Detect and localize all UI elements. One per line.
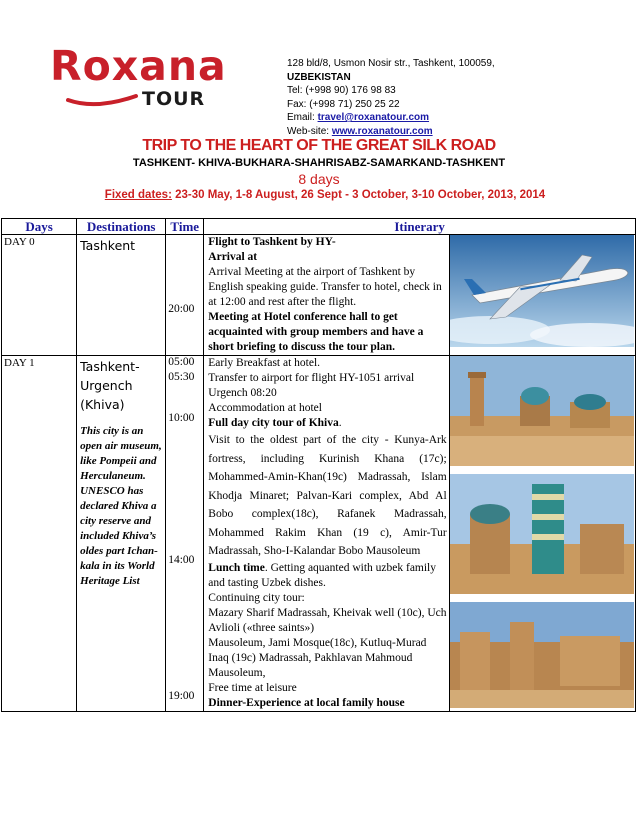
email-label: Email: — [287, 112, 318, 123]
khiva-photos — [450, 356, 634, 708]
itinerary-line: Meeting at Hotel conference hall to get acquainted with group members and have a short briefing to discuss the tour plan. — [208, 311, 424, 353]
khiva-walls-image — [450, 602, 634, 708]
contact-tel: Tel: (+998 90) 176 98 83 — [287, 85, 396, 96]
itinerary-bold: Lunch time — [208, 561, 265, 574]
time-value: 10:00 — [168, 412, 195, 424]
itinerary-line: Transfer to airport for flight HY-1051 arrival Urgench 08:20 — [208, 372, 415, 399]
trip-route: TASHKENT- KHIVA-BUKHARA-SHAHRISABZ-SAMARKAND-TASHKENT — [132, 157, 506, 169]
itinerary-line: Visit to the oldest part of the city - Kunya-Ark fortress, including Kurinish Khana (17c); Mohammed-Amin-Khan(19c) Madrassah, Islam Khodja Minaret; Palvan-Kari complex, Abd Al Bobo complex(18c), Rafanek Madrassah, Mohammed Rakim Khan (19 c), Amir-Tur Madrassah, Sho-I-Kalandar Bobo Mausoleum — [208, 434, 447, 557]
itinerary-text — [204, 235, 448, 355]
itinerary-line: Early Breakfast at hotel. — [208, 357, 321, 369]
table-row — [2, 356, 636, 712]
table-row — [2, 235, 636, 356]
email-link[interactable]: travel@roxanatour.com — [317, 112, 430, 123]
trip-title: TRIP TO THE HEART OF THE GREAT SILK ROAD — [142, 137, 496, 154]
time-cell — [166, 235, 204, 356]
itinerary-line: Flight to Tashkent by HY- — [208, 236, 336, 248]
time-value: 05:30 — [168, 371, 195, 383]
itinerary-line: Free time at leisure — [208, 681, 297, 694]
contact-country: UZBEKISTAN — [287, 71, 351, 83]
day-label: DAY 1 — [4, 357, 35, 369]
kalta-minor-image — [450, 474, 634, 594]
day-label: DAY 0 — [4, 236, 35, 248]
itinerary-line: Dinner-Experience at local family house — [208, 696, 405, 709]
itinerary-line — [208, 416, 446, 431]
time-value: 05:00 — [168, 356, 195, 368]
contact-email-line — [287, 111, 495, 125]
time-value: 20:00 — [168, 303, 195, 315]
photo-cell — [449, 235, 635, 356]
time-value: 14:00 — [168, 554, 195, 566]
fixed-dates — [90, 188, 560, 203]
logo-wordmark: Roxana — [50, 42, 227, 90]
logo-subtitle: TOUR — [142, 88, 206, 110]
fixed-dates-value: 23-30 May, 1-8 August, 26 Sept - 3 October, 3-10 October, 2013, 2014 — [171, 189, 546, 201]
itinerary-line: Mausoleum, Jami Mosque(18c), Kutluq-Murad Inaq (19c) Madrassah, Pakhlavan Mahmoud Mausoleum, — [208, 636, 427, 679]
photo-cell — [449, 356, 635, 712]
airplane-image — [450, 235, 634, 347]
destination-name: Tashkent-Urgench (Khiva) — [80, 359, 140, 412]
header-days: Days — [2, 219, 77, 235]
header-itinerary: Itinerary — [204, 219, 636, 235]
roxana-logo — [50, 44, 240, 114]
contact-fax: Fax: (+998 71) 250 25 22 — [287, 98, 400, 110]
itinerary-line: Arrival at — [208, 251, 258, 263]
itinerary-text-run: . — [338, 417, 342, 429]
itinerary-line — [208, 561, 446, 591]
website-link[interactable]: www.roxanatour.com — [331, 125, 433, 137]
itinerary-text-run: . Getting aquanted with uzbek family and tasting Uzbek dishes. — [208, 561, 437, 589]
logo-swoosh-icon — [66, 90, 146, 110]
trip-duration: 8 days — [298, 171, 340, 187]
itinerary-line: Mazary Sharif Madrassah, Kheivak well (10c), Uch Avlioli («three saints») — [208, 606, 447, 634]
itinerary-line: Arrival Meeting at the airport of Tashkent by English speaking guide. Transfer to hotel, check in at 12:00 and rest after the flight. — [208, 266, 442, 308]
itinerary-table — [1, 218, 636, 712]
header-destinations: Destinations — [77, 219, 166, 235]
itinerary-line: Accommodation at hotel — [208, 402, 322, 414]
contact-address: 128 bld/8, Usmon Nosir str., Tashkent, 100059, — [287, 58, 495, 69]
time-cell — [166, 356, 204, 712]
web-label: Web-site: — [287, 125, 332, 137]
contact-block — [287, 57, 495, 138]
itinerary-bold: Full day city tour of Khiva — [208, 417, 339, 429]
destination-note: This city is an open air museum, like Pompeii and Herculaneum. UNESCO has declared Khiva a city reserve and included Khiva’s oldes part Ichan-kala in its World Heritage List — [80, 425, 162, 587]
table-header-row — [2, 219, 636, 235]
itinerary-line: Continuing city tour: — [208, 591, 305, 604]
time-value: 19:00 — [168, 690, 195, 702]
contact-web-line — [287, 125, 495, 139]
header-time: Time — [166, 219, 204, 235]
destination-name: Tashkent — [80, 238, 136, 253]
itinerary-text — [204, 356, 448, 711]
khiva-city-image — [450, 356, 634, 466]
fixed-dates-label: Fixed dates: — [104, 189, 172, 201]
